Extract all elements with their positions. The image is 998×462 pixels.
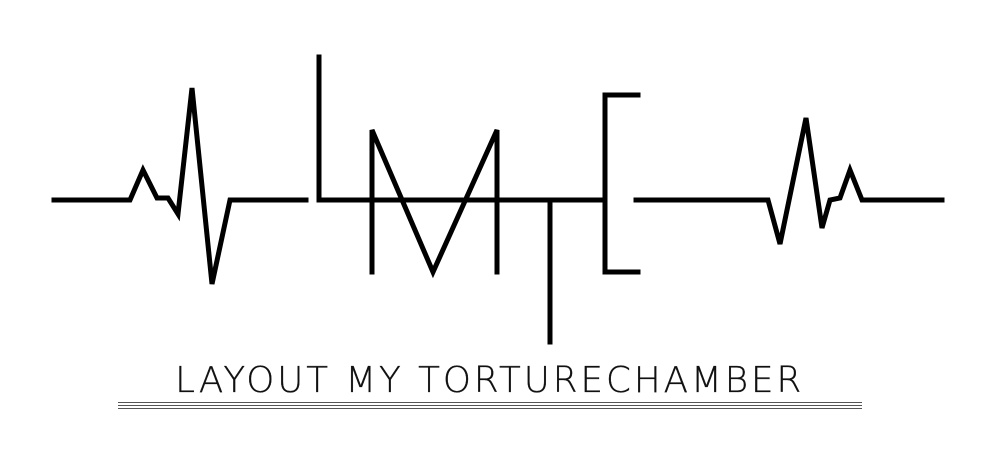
monogram-letter-l [319,57,602,200]
heartbeat-line-right-icon [636,118,942,244]
tagline-text: LAYOUT MY TORTURECHAMBER [175,360,805,401]
monogram-letter-c [605,95,638,272]
tagline-underline [118,408,862,409]
tagline-underline [118,402,862,403]
tagline-underline [118,405,862,406]
heartbeat-line-left-icon [54,88,306,284]
